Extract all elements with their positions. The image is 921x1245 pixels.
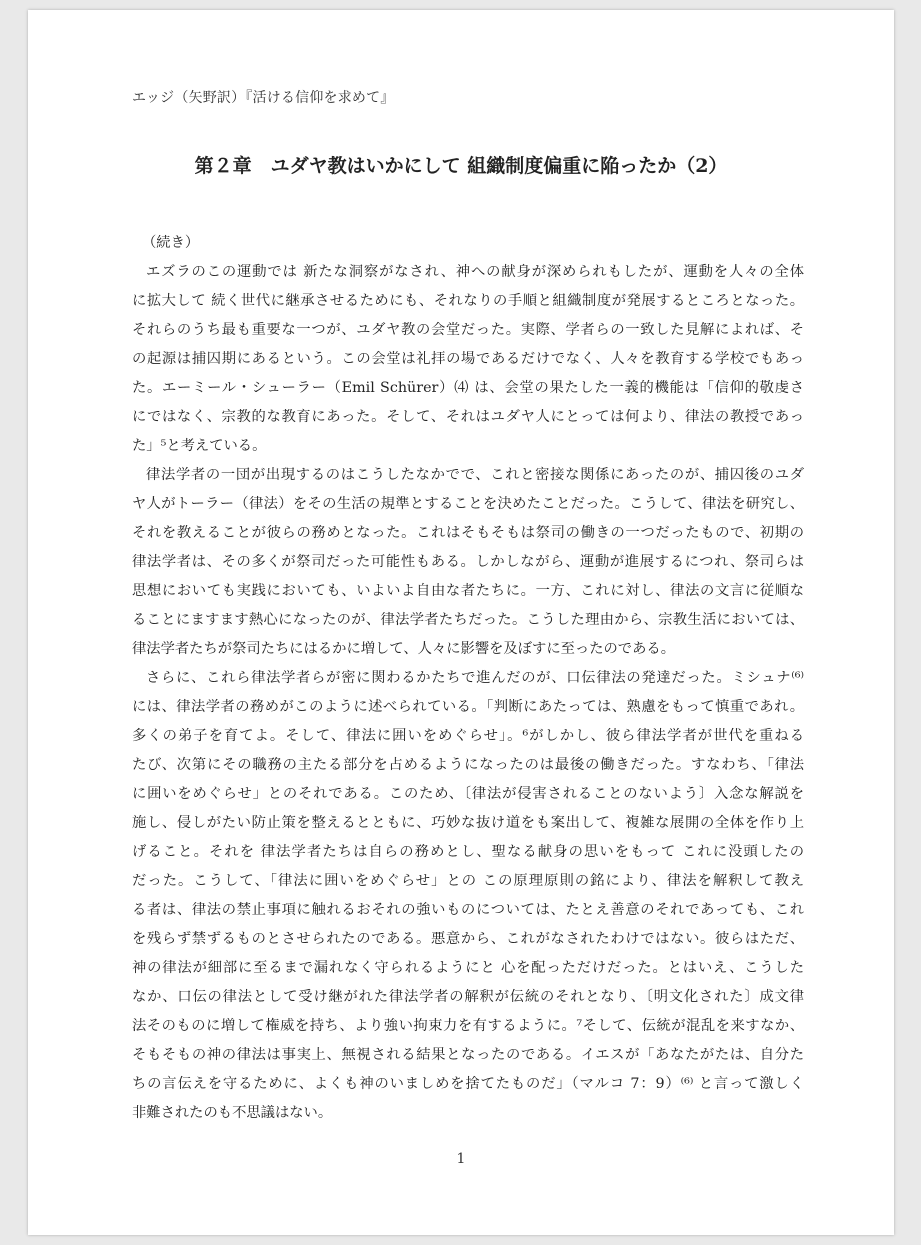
text-line: 神の律法が細部に至るまで漏れなく守られるようにと 心を配っただけだった。とはいえ、こうした: [132, 960, 804, 976]
text-line: さらに、これら律法学者らが密に関わるかたちで進んだのが、口伝律法の発達だった。ミシュナ⁽⁶⁾: [146, 670, 804, 686]
text-line: 律法学者は、その多くが祭司だった可能性もある。しかしながら、運動が進展するにつれ、祭司らは: [132, 554, 804, 570]
chapter-title: 第２章 ユダヤ教はいかにして 組織制度偏重に陥ったか（2）: [194, 155, 728, 177]
text-line: る者は、律法の禁止事項に触れるおそれの強いものについては、たとえ善意のそれであっても、これ: [132, 902, 804, 918]
text-line: た」⁵と考えている。: [132, 438, 267, 454]
text-line: 思想においても実践においても、いよいよ自由な者たちに。一方、これに対し、律法の文言に従順な: [132, 583, 804, 599]
text-line: を残らず禁ずるものとさせられたのである。悪意から、これがなされたわけではない。彼らはただ、: [132, 931, 804, 947]
text-line: 律法学者たちが祭司たちにはるかに増して、人々に影響を及ぼすに至ったのである。: [132, 641, 675, 657]
text-line: （続き）: [142, 235, 200, 251]
text-line: にではなく、宗教的な教育にあった。そして、それはユダヤ人にとっては何より、律法の教授であっ: [132, 409, 804, 425]
text-line: だった。こうして、「律法に囲いをめぐらせ」との この原理原則の銘により、律法を解釈して教え: [132, 873, 804, 889]
text-line: げること。それを 律法学者たちは自らの務めとし、聖なる献身の思いをもって これに没頭したの: [132, 844, 804, 860]
paragraph: [132, 461, 804, 664]
text-line: それを教えることが彼らの務めとなった。これはそもそもは祭司の働きの一つだったもので、初期の: [132, 525, 804, 541]
text-line: ヤ人がトーラー（律法）をその生活の規準とすることを決めたことだった。こうして、律法を研究し、: [132, 496, 804, 512]
text-line: には、律法学者の務めがこのように述べられている。「判断にあたっては、熟慮をもって慎重であれ。: [132, 699, 804, 715]
paragraph: [132, 664, 804, 1128]
text-line: に拡大して 続く世代に継承させるためにも、それなりの手順と組織制度が発展するところとなった。: [132, 293, 804, 309]
text-line: それらのうち最も重要な一つが、ユダヤ教の会堂だった。実際、学者らの一致した見解によれば、そ: [132, 322, 804, 338]
text-line: そもそもの神の律法は事実上、無視される結果となったのである。イエスが「あなたがたは、自分た: [132, 1047, 804, 1063]
text-line: エズラのこの運動では 新たな洞察がなされ、神への献身が深められもしたが、運動を人々の全体: [146, 264, 804, 280]
text-line: ることにますます熱心になったのが、律法学者たちだった。こうした理由から、宗教生活においては、: [132, 612, 804, 628]
text-line: たび、次第にその職務の主たる部分を占めるようになったのは最後の働きだった。すなわち、「律法: [132, 757, 804, 773]
text-line: に囲いをめぐらせ」とのそれである。このため、〔律法が侵害されることのないよう〕入念な解説を: [132, 786, 804, 802]
page-number: 1: [456, 1151, 466, 1167]
text-line: 非難されたのも不思議はない。: [132, 1105, 333, 1121]
text-line: ちの言伝えを守るために、よくも神のいましめを捨てたものだ」（マルコ 7：9）⁽⁶⁾ と言って激しく: [132, 1076, 804, 1092]
text-line: の起源は捕囚期にあるという。この会堂は礼拝の場であるだけでなく、人々を教育する学校でもあっ: [132, 351, 804, 367]
body-text: [132, 229, 804, 1128]
text-line: 律法学者の一団が出現するのはこうしたなかでで、これと密接な関係にあったのが、捕囚後のユダ: [146, 467, 804, 483]
running-header: エッジ（矢野訳）『活ける信仰を求めて』: [132, 90, 395, 106]
document-page: [28, 10, 894, 1235]
text-line: 多くの弟子を育てよ。そして、律法に囲いをめぐらせ」。⁶がしかし、彼ら律法学者が世代を重ねる: [132, 728, 804, 744]
paragraph: [132, 229, 804, 258]
text-line: 法そのものに増して権威を持ち、より強い拘束力を有するように。⁷そして、伝統が混乱を来すなか、: [132, 1018, 804, 1034]
text-line: 施し、侵しがたい防止策を整えるとともに、巧妙な抜け道をも案出して、複雑な展開の全体を作り上: [132, 815, 804, 831]
text-line: た。エーミール・シューラー（Emil Schürer）⑷ は、会堂の果たした一義的機能は「信仰的敬虔さ: [132, 380, 804, 396]
text-line: なか、口伝の律法として受け継がれた律法学者の解釈が伝統のそれとなり、〔明文化された〕成文律: [132, 989, 804, 1005]
paragraph: [132, 258, 804, 461]
